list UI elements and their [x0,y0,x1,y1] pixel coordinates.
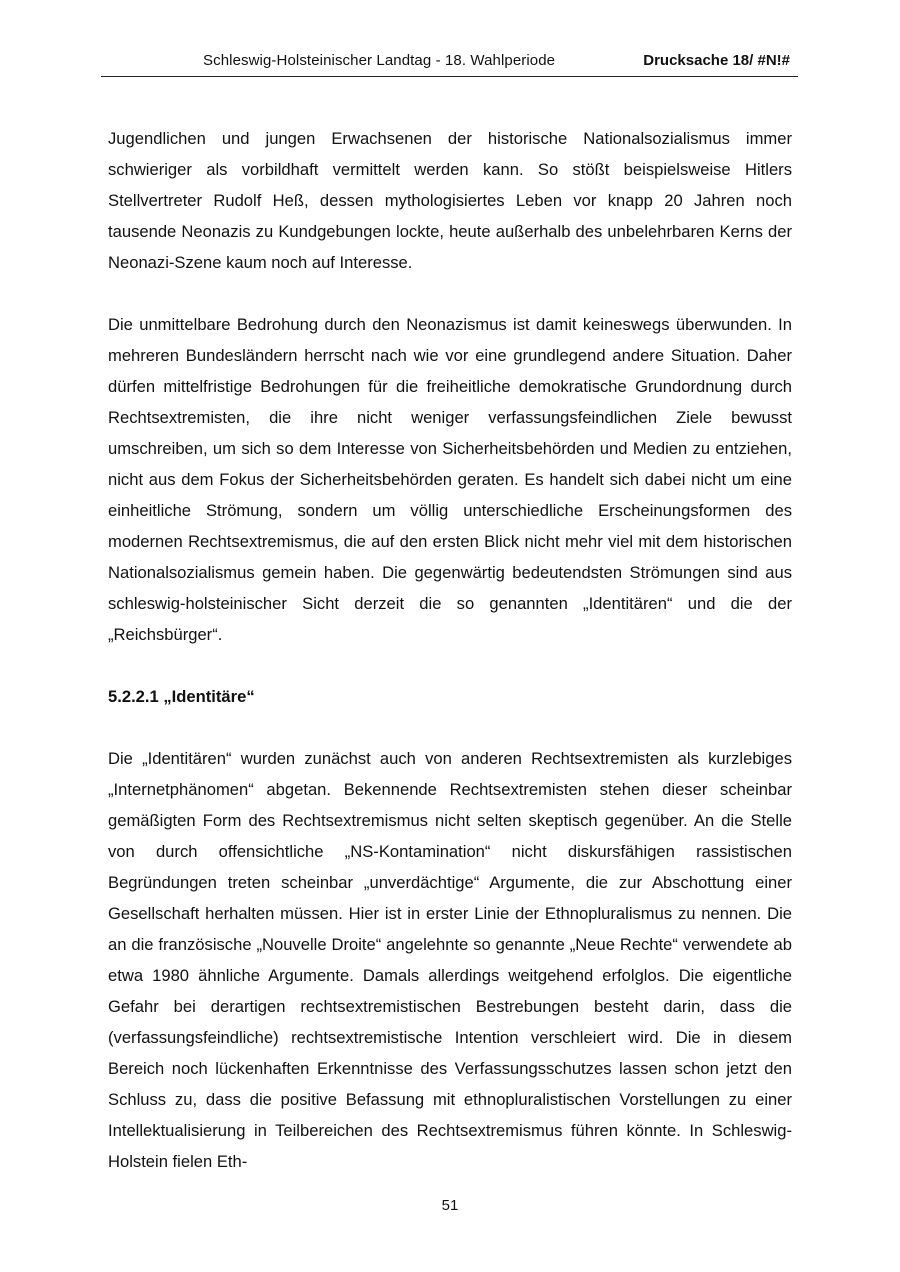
paragraph-2: Die unmittelbare Bedrohung durch den Neonazismus ist damit keineswegs überwunden. In mehreren Bundesländern herrscht nach wie vor eine grundlegend andere Situation. Daher dürfen mittelfristige Bedrohungen für die freiheitliche demokratische Grundordnung durch Rechtsextremisten, die ihre nicht weniger verfassungsfeindlichen Ziele bewusst umschreiben, um sich so dem Interesse von Sicherheitsbehörden und Medien zu entziehen, nicht aus dem Fokus der Sicherheitsbehörden geraten. Es handelt sich dabei nicht um eine einheitliche Strömung, sondern um völlig unterschiedliche Erscheinungsformen des modernen Rechtsextremismus, die auf den ersten Blick nicht mehr viel mit dem historischen Nationalsozialismus gemein haben. Die gegenwärtig bedeutendsten Strömungen sind aus schleswig-holsteinischer Sicht derzeit die so genannten „Identitären“ und die der „Reichsbürger“. [108,315,792,644]
paragraph-3: Die „Identitären“ wurden zunächst auch von anderen Rechtsextremisten als kurzlebiges „Internetphänomen“ abgetan. Bekennende Rechtsextremisten stehen dieser scheinbar gemäßigten Form des Rechtsextremismus nicht selten skeptisch gegenüber. An die Stelle von durch offensichtliche „NS-Kontamination“ nicht diskursfähigen rassistischen Begründungen treten scheinbar „unverdächtige“ Argumente, die zur Abschottung einer Gesellschaft herhalten müssen. Hier ist in erster Linie der Ethnopluralismus zu nennen. Die an die französische „Nouvelle Droite“ angelehnte so genannte „Neue Rechte“ verwendete ab etwa 1980 ähnliche Argumente. Damals allerdings weitgehend erfolglos. Die eigentliche Gefahr bei derartigen rechtsextremistischen Bestrebungen besteht darin, dass die (verfassungsfeindliche) rechtsextremistische Intention verschleiert wird. Die in diesem Bereich noch lückenhaften Erkenntnisse des Verfassungsschutzes lassen schon jetzt den Schluss zu, dass die positive Befassung mit ethnopluralistischen Vorstellungen zu einer Intellektualisierung in Teilbereichen des Rechtsextremismus führen könnte. In Schleswig-Holstein fielen Eth- [108,749,792,1171]
document-number: Drucksache 18/ #N!# [643,52,790,69]
section-heading: 5.2.2.1 „Identitäre“ [108,687,255,706]
paragraph-spacer [108,650,792,681]
paragraph-1: Jugendlichen und jungen Erwachsenen der historische Nationalsozialismus immer schwieriger als vorbildhaft vermittelt werden kann. So stößt beispielsweise Hitlers Stellvertreter Rudolf Heß, dessen mythologisiertes Leben vor knapp 20 Jahren noch tausende Neonazis zu Kundgebungen lockte, heute außerhalb des unbelehrbaren Kerns der Neonazi-Szene kaum noch auf Interesse. [108,129,792,272]
paragraph-spacer [108,278,792,309]
page-number: 51 [441,1197,459,1214]
paragraph-spacer [108,712,792,743]
page-content [108,123,792,1177]
page-header [101,52,798,77]
header-title: Schleswig-Holsteinischer Landtag - 18. Wahlperiode [203,52,556,69]
